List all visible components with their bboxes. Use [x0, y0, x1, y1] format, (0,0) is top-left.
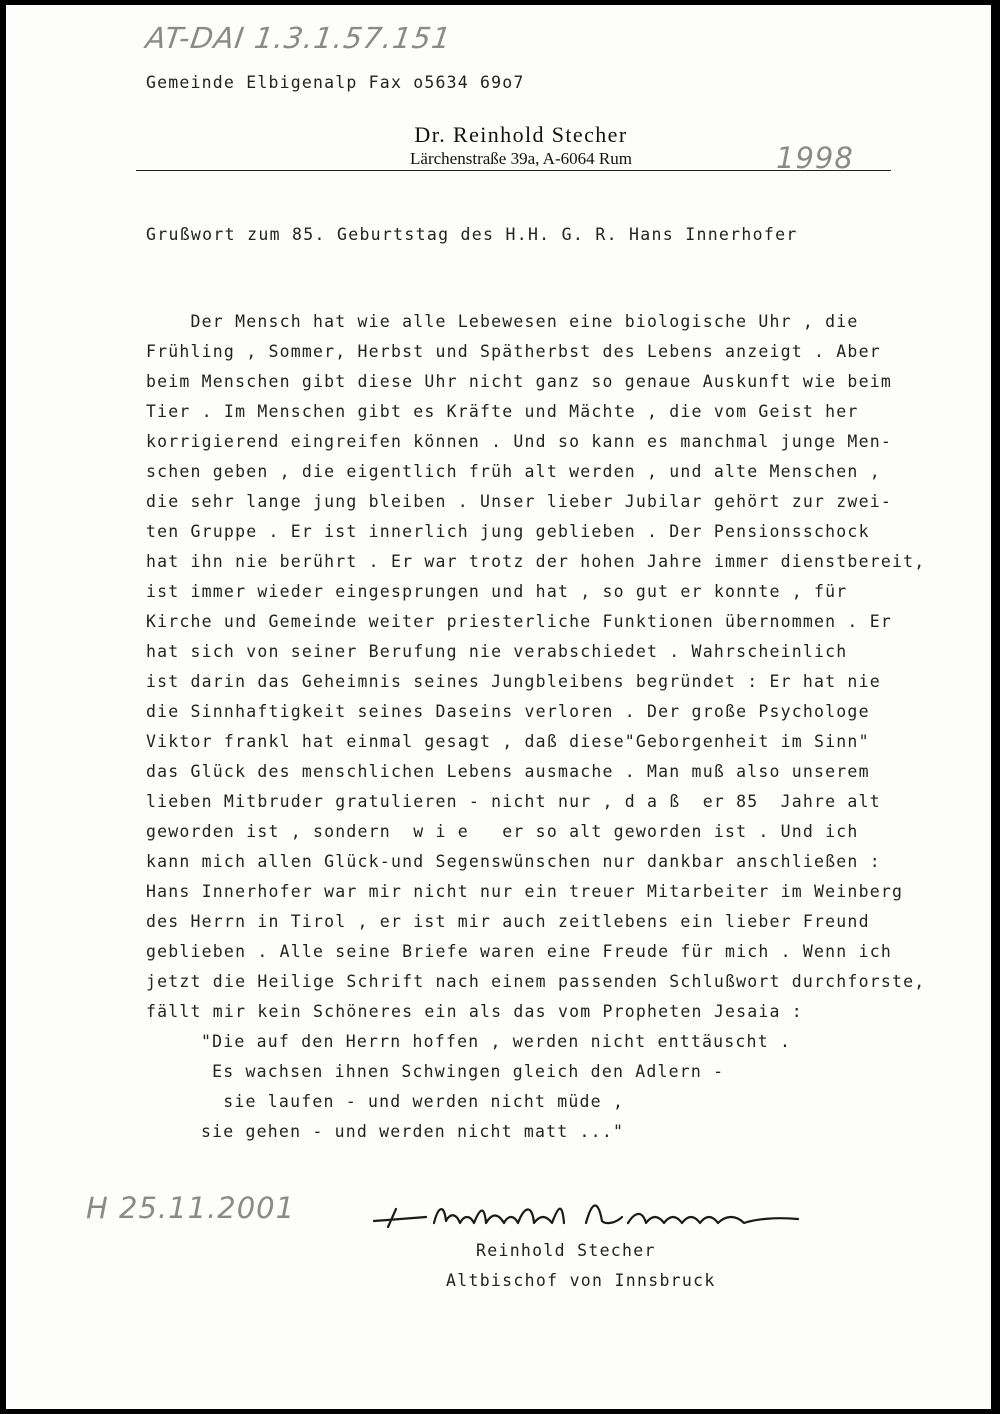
- signatory-title: Altbischof von Innsbruck: [446, 1271, 716, 1290]
- body-line: Tier . Im Menschen gibt es Kräfte und Mächte , die vom Geist her: [146, 402, 859, 421]
- sender-name: Dr. Reinhold Stecher: [414, 122, 628, 147]
- body-line: korrigierend eingreifen können . Und so kann es manchmal junge Men-: [146, 432, 892, 451]
- quote-line: sie laufen - und werden nicht müde ,: [201, 1092, 625, 1111]
- body-line: Viktor frankl hat einmal gesagt , daß diese"Geborgenheit im Sinn": [146, 732, 870, 751]
- body-line: hat ihn nie berührt . Er war trotz der hohen Jahre immer dienstbereit,: [146, 552, 926, 571]
- body-line: die sehr lange jung bleiben . Unser lieber Jubilar gehört zur zwei-: [146, 492, 892, 511]
- signatory-name: Reinhold Stecher: [476, 1241, 656, 1260]
- body-line: hat sich von seiner Berufung nie verabschiedet . Wahrscheinlich: [146, 642, 848, 661]
- body-line: Frühling , Sommer, Herbst und Spätherbst des Lebens anzeigt . Aber: [146, 342, 881, 361]
- year-handwritten: 1998: [776, 141, 854, 175]
- body-line: die Sinnhaftigkeit seines Daseins verloren . Der große Psychologe: [146, 702, 870, 721]
- body-line: Kirche und Gemeinde weiter priesterliche Funktionen übernommen . Er: [146, 612, 892, 631]
- received-date-handwritten: H 25.11.2001: [86, 1191, 296, 1225]
- handwritten-signature: [366, 1195, 806, 1235]
- body-line: Hans Innerhofer war mir nicht nur ein treuer Mitarbeiter im Weinberg: [146, 882, 904, 901]
- letterhead-divider: [136, 170, 891, 171]
- body-line: jetzt die Heilige Schrift nach einem passenden Schlußwort durchforste,: [146, 972, 926, 991]
- body-line: beim Menschen gibt diese Uhr nicht ganz so genaue Auskunft wie beim: [146, 372, 892, 391]
- bible-quote: [201, 1027, 791, 1147]
- body-line: geblieben . Alle seine Briefe waren eine Freude für mich . Wenn ich: [146, 942, 892, 961]
- sender-address: Lärchenstraße 39a, A-6064 Rum: [410, 149, 632, 168]
- archive-reference-handwritten: AT-DAI 1.3.1.57.151: [143, 21, 454, 55]
- body-line: ten Gruppe . Er ist innerlich jung geblieben . Der Pensionsschock: [146, 522, 870, 541]
- body-line: des Herrn in Tirol , er ist mir auch zeitlebens ein lieber Freund: [146, 912, 870, 931]
- quote-line: Es wachsen ihnen Schwingen gleich den Adlern -: [201, 1062, 725, 1081]
- body-line: schen geben , die eigentlich früh alt werden , und alte Menschen ,: [146, 462, 881, 481]
- body-line: lieben Mitbruder gratulieren - nicht nur , d a ß er 85 Jahre alt: [146, 792, 881, 811]
- letter-body: [146, 307, 986, 1027]
- body-line: kann mich allen Glück-und Segenswünschen nur dankbar anschließen :: [146, 852, 881, 871]
- body-line: Der Mensch hat wie alle Lebewesen eine biologische Uhr , die: [146, 312, 859, 331]
- letter-page: [6, 5, 991, 1409]
- body-line: geworden ist , sondern w i e er so alt geworden ist . Und ich: [146, 822, 859, 841]
- quote-line: "Die auf den Herrn hoffen , werden nicht enttäuscht .: [201, 1032, 792, 1051]
- body-line: das Glück des menschlichen Lebens ausmache . Man muß also unserem: [146, 762, 870, 781]
- letter-subject: Grußwort zum 85. Geburtstag des H.H. G. R. Hans Innerhofer: [146, 225, 798, 244]
- body-line: fällt mir kein Schöneres ein als das vom Propheten Jesaia :: [146, 1002, 803, 1021]
- body-line: ist darin das Geheimnis seines Jungbleibens begründet : Er hat nie: [146, 672, 881, 691]
- body-line: ist immer wieder eingesprungen und hat , so gut er konnte , für: [146, 582, 848, 601]
- quote-line: sie gehen - und werden nicht matt ...": [201, 1122, 625, 1141]
- fax-line: Gemeinde Elbigenalp Fax o5634 69o7: [146, 73, 525, 92]
